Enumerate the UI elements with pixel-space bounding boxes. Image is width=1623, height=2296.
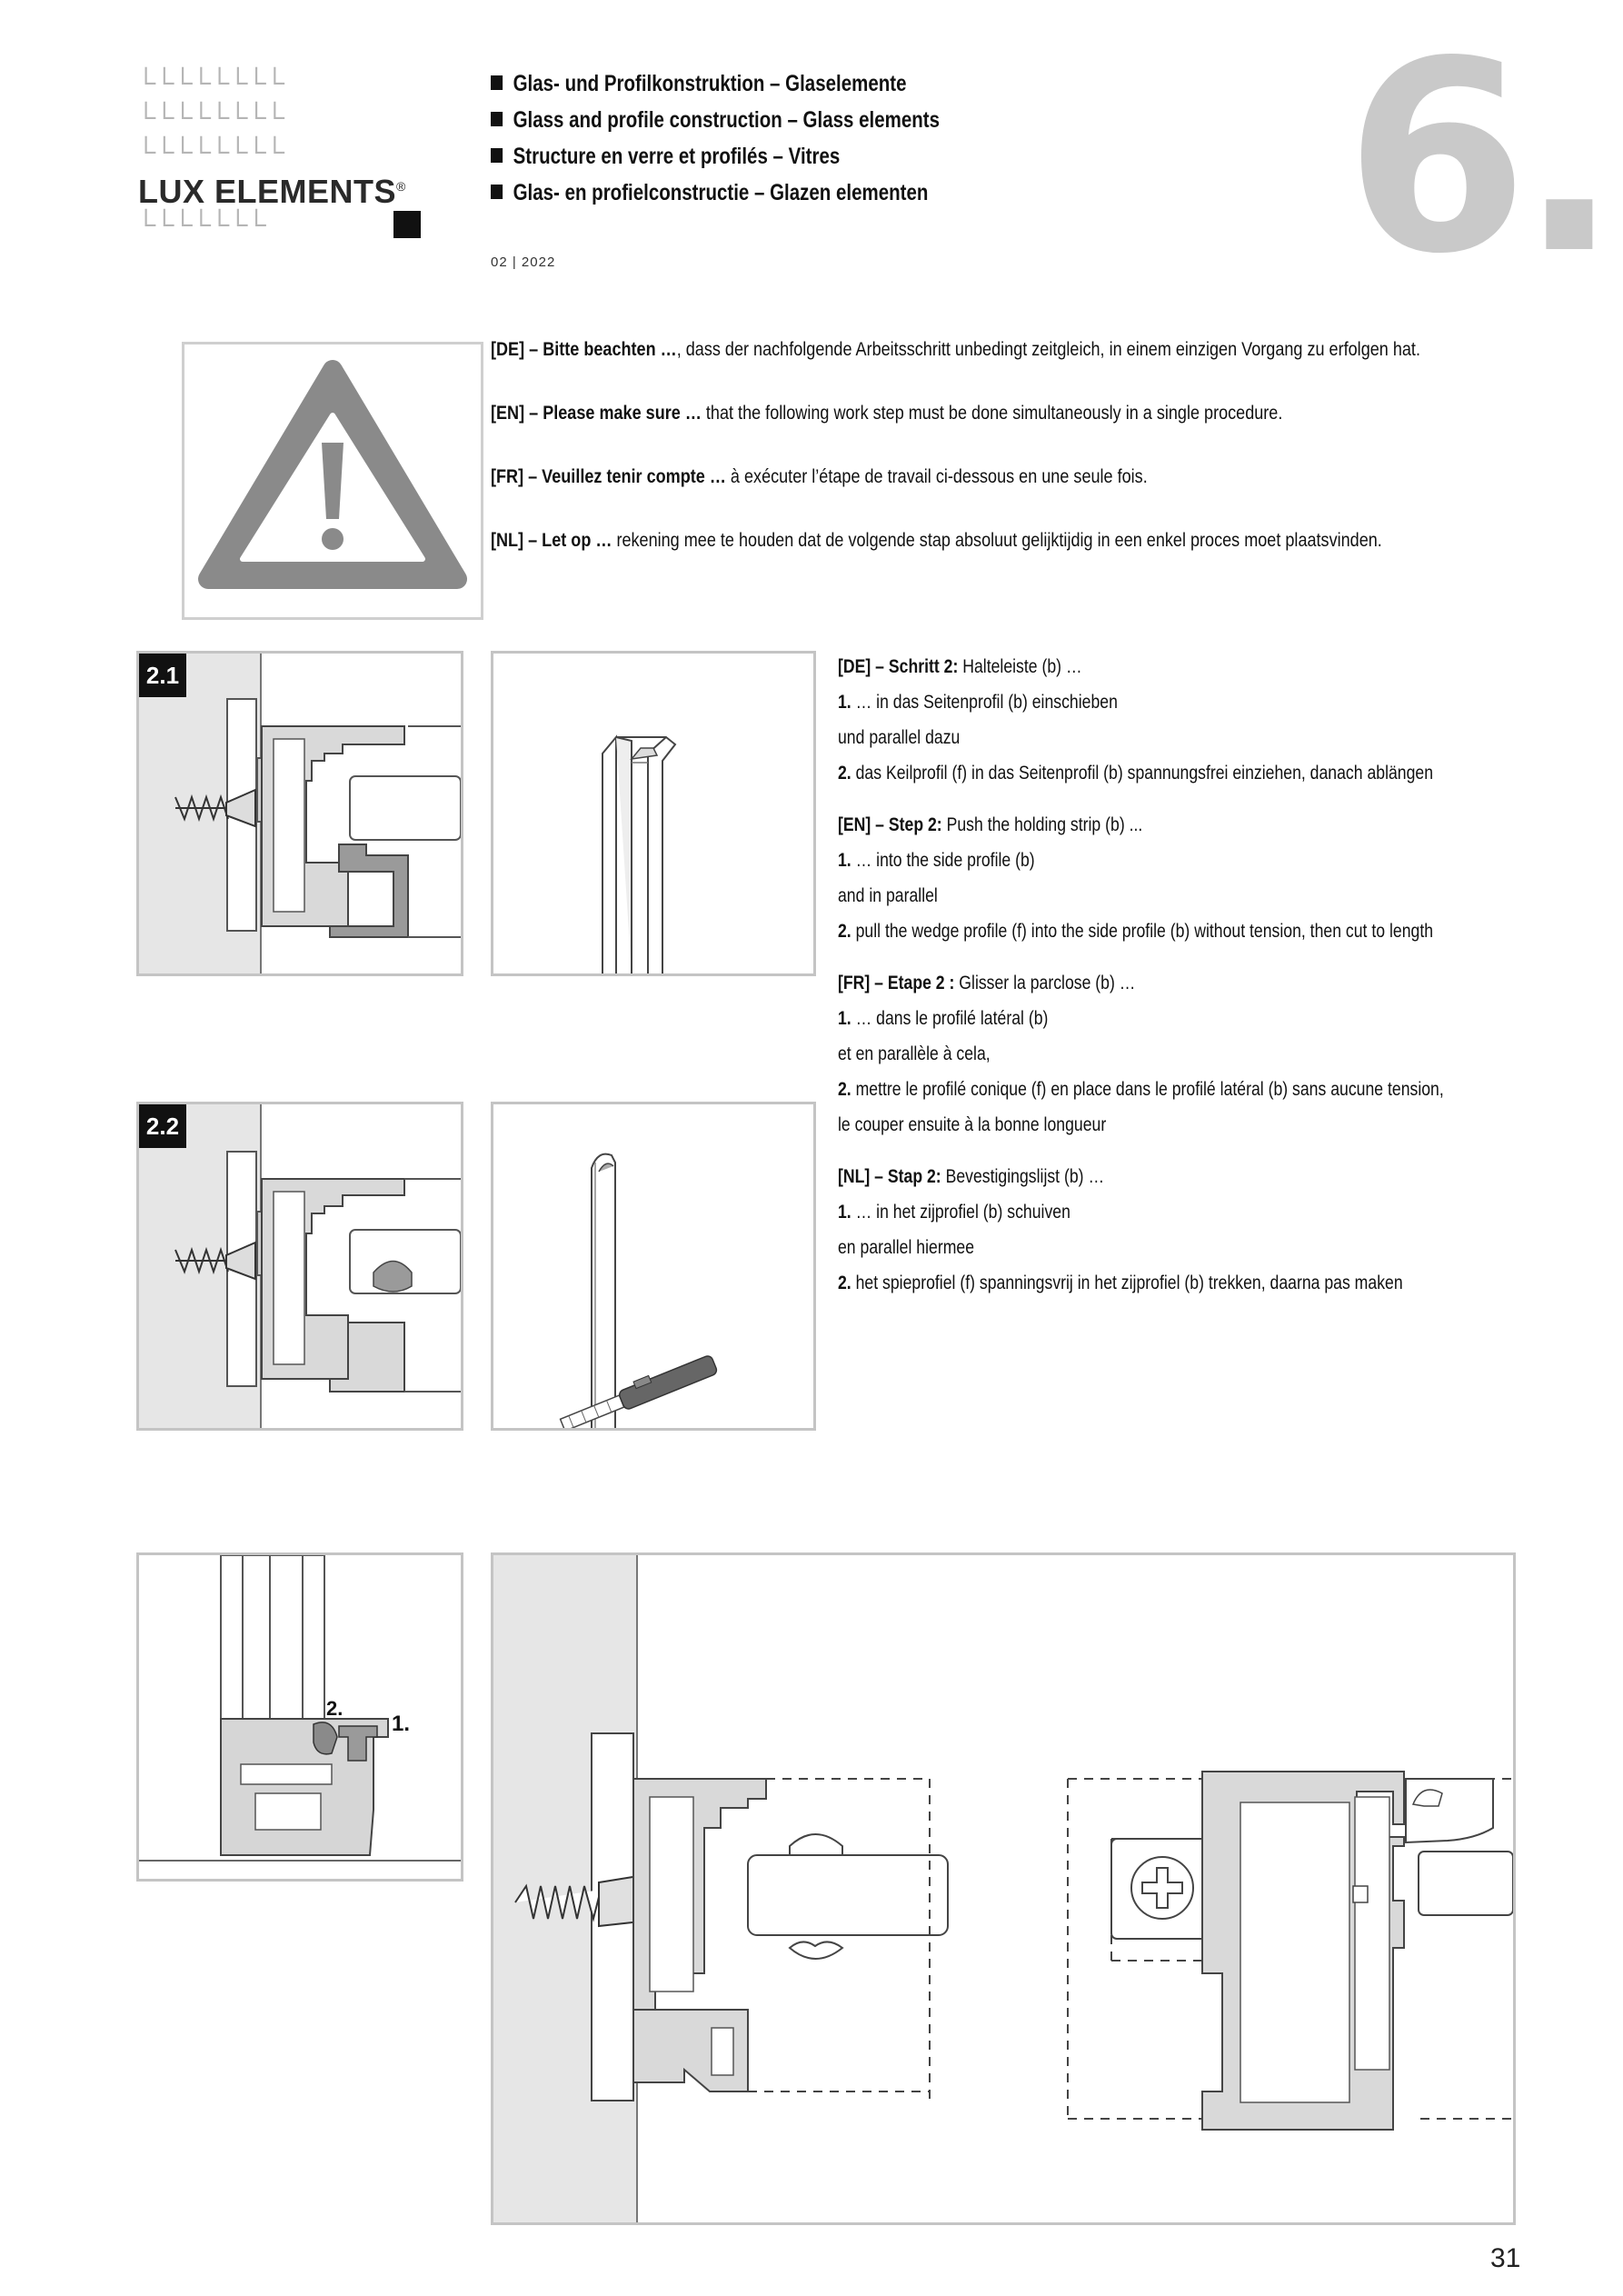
- step-instructions: [838, 649, 1565, 1317]
- brand-logo: └└└└└└└└ └└└└└└└└ └└└└└└└└ LUX ELEMENTS® └└└└└└└: [136, 65, 436, 247]
- step-block-de: [DE] – Schritt 2: Halteleiste (b) … 1. … in das Seitenprofil (b) einschieben und parallel dazu 2. das Keilprofil (f) in das Seitenprofil (b) spannungsfrei einziehen, danach ablängen: [838, 656, 1434, 784]
- callout-2: 2.: [326, 1697, 344, 1720]
- warning-panel: [182, 342, 483, 620]
- warning-note-nl: [NL] – Let op … rekening mee te houden dat de volgende stap absoluut gelijktijdig in een enkel proces moet plaatsvinden.: [491, 530, 1382, 551]
- figure-2-1-strip: [491, 651, 816, 976]
- step-block-nl: [NL] – Stap 2: Bevestigingslijst (b) … 1. … in het zijprofiel (b) schuiven en parallel hiermee 2. het spieprofiel (f) spanningsvrij in het zijprofiel (b) trekken, daarna pas maken: [838, 1166, 1403, 1293]
- heading-de: Glas- und Profilkonstruktion – Glaselemente: [491, 65, 940, 102]
- page-number: 31: [1490, 2243, 1521, 2273]
- figure-2-2-strip: [491, 1102, 816, 1431]
- figure-2-1-section: [136, 651, 463, 976]
- step-block-en: [EN] – Step 2: Push the holding strip (b) ... 1. … into the side profile (b) and in parallel 2. pull the wedge profile (f) into the side profile (b) without tension, then cut to length: [838, 814, 1434, 942]
- heading-fr: Structure en verre et profilés – Vitres: [491, 138, 940, 175]
- section-headings: [491, 65, 1038, 211]
- heading-nl: Glas- en profielconstructie – Glazen elementen: [491, 175, 940, 211]
- figure-assembly-section: [491, 1552, 1516, 2225]
- warning-notes: [491, 336, 1563, 591]
- heading-en: Glass and profile construction – Glass elements: [491, 102, 940, 138]
- step-block-fr: [FR] – Etape 2 : Glisser la parclose (b) … 1. … dans le profilé latéral (b) et en parallèle à cela, 2. mettre le profilé conique (f) en place dans le profilé latéral (b) sans aucune tension, le couper ensuite à la bonne longueur: [838, 973, 1444, 1135]
- chapter-number: 6.: [1345, 5, 1610, 312]
- warning-note-en: [EN] – Please make sure … that the following work step must be done simultaneously in a single procedure.: [491, 403, 1283, 424]
- figure-label-2-2: 2.2: [139, 1104, 186, 1148]
- figure-top-view: [136, 1552, 463, 1882]
- callout-1: 1.: [392, 1712, 411, 1736]
- issue-date: 02 | 2022: [491, 255, 556, 270]
- figure-label-2-1: 2.1: [139, 654, 186, 697]
- brand-name: LUX ELEMENTS®: [138, 173, 406, 210]
- warning-triangle-icon: [184, 344, 481, 617]
- warning-note-fr: [FR] – Veuillez tenir compte … à exécuter l’étape de travail ci-dessous en une seule fois.: [491, 466, 1148, 487]
- figure-2-2-section: [136, 1102, 463, 1431]
- warning-note-de: [DE] – Bitte beachten …, dass der nachfolgende Arbeitsschritt unbedingt zeitgleich, in einem einzigen Vorgang zu erfolgen hat.: [491, 339, 1420, 360]
